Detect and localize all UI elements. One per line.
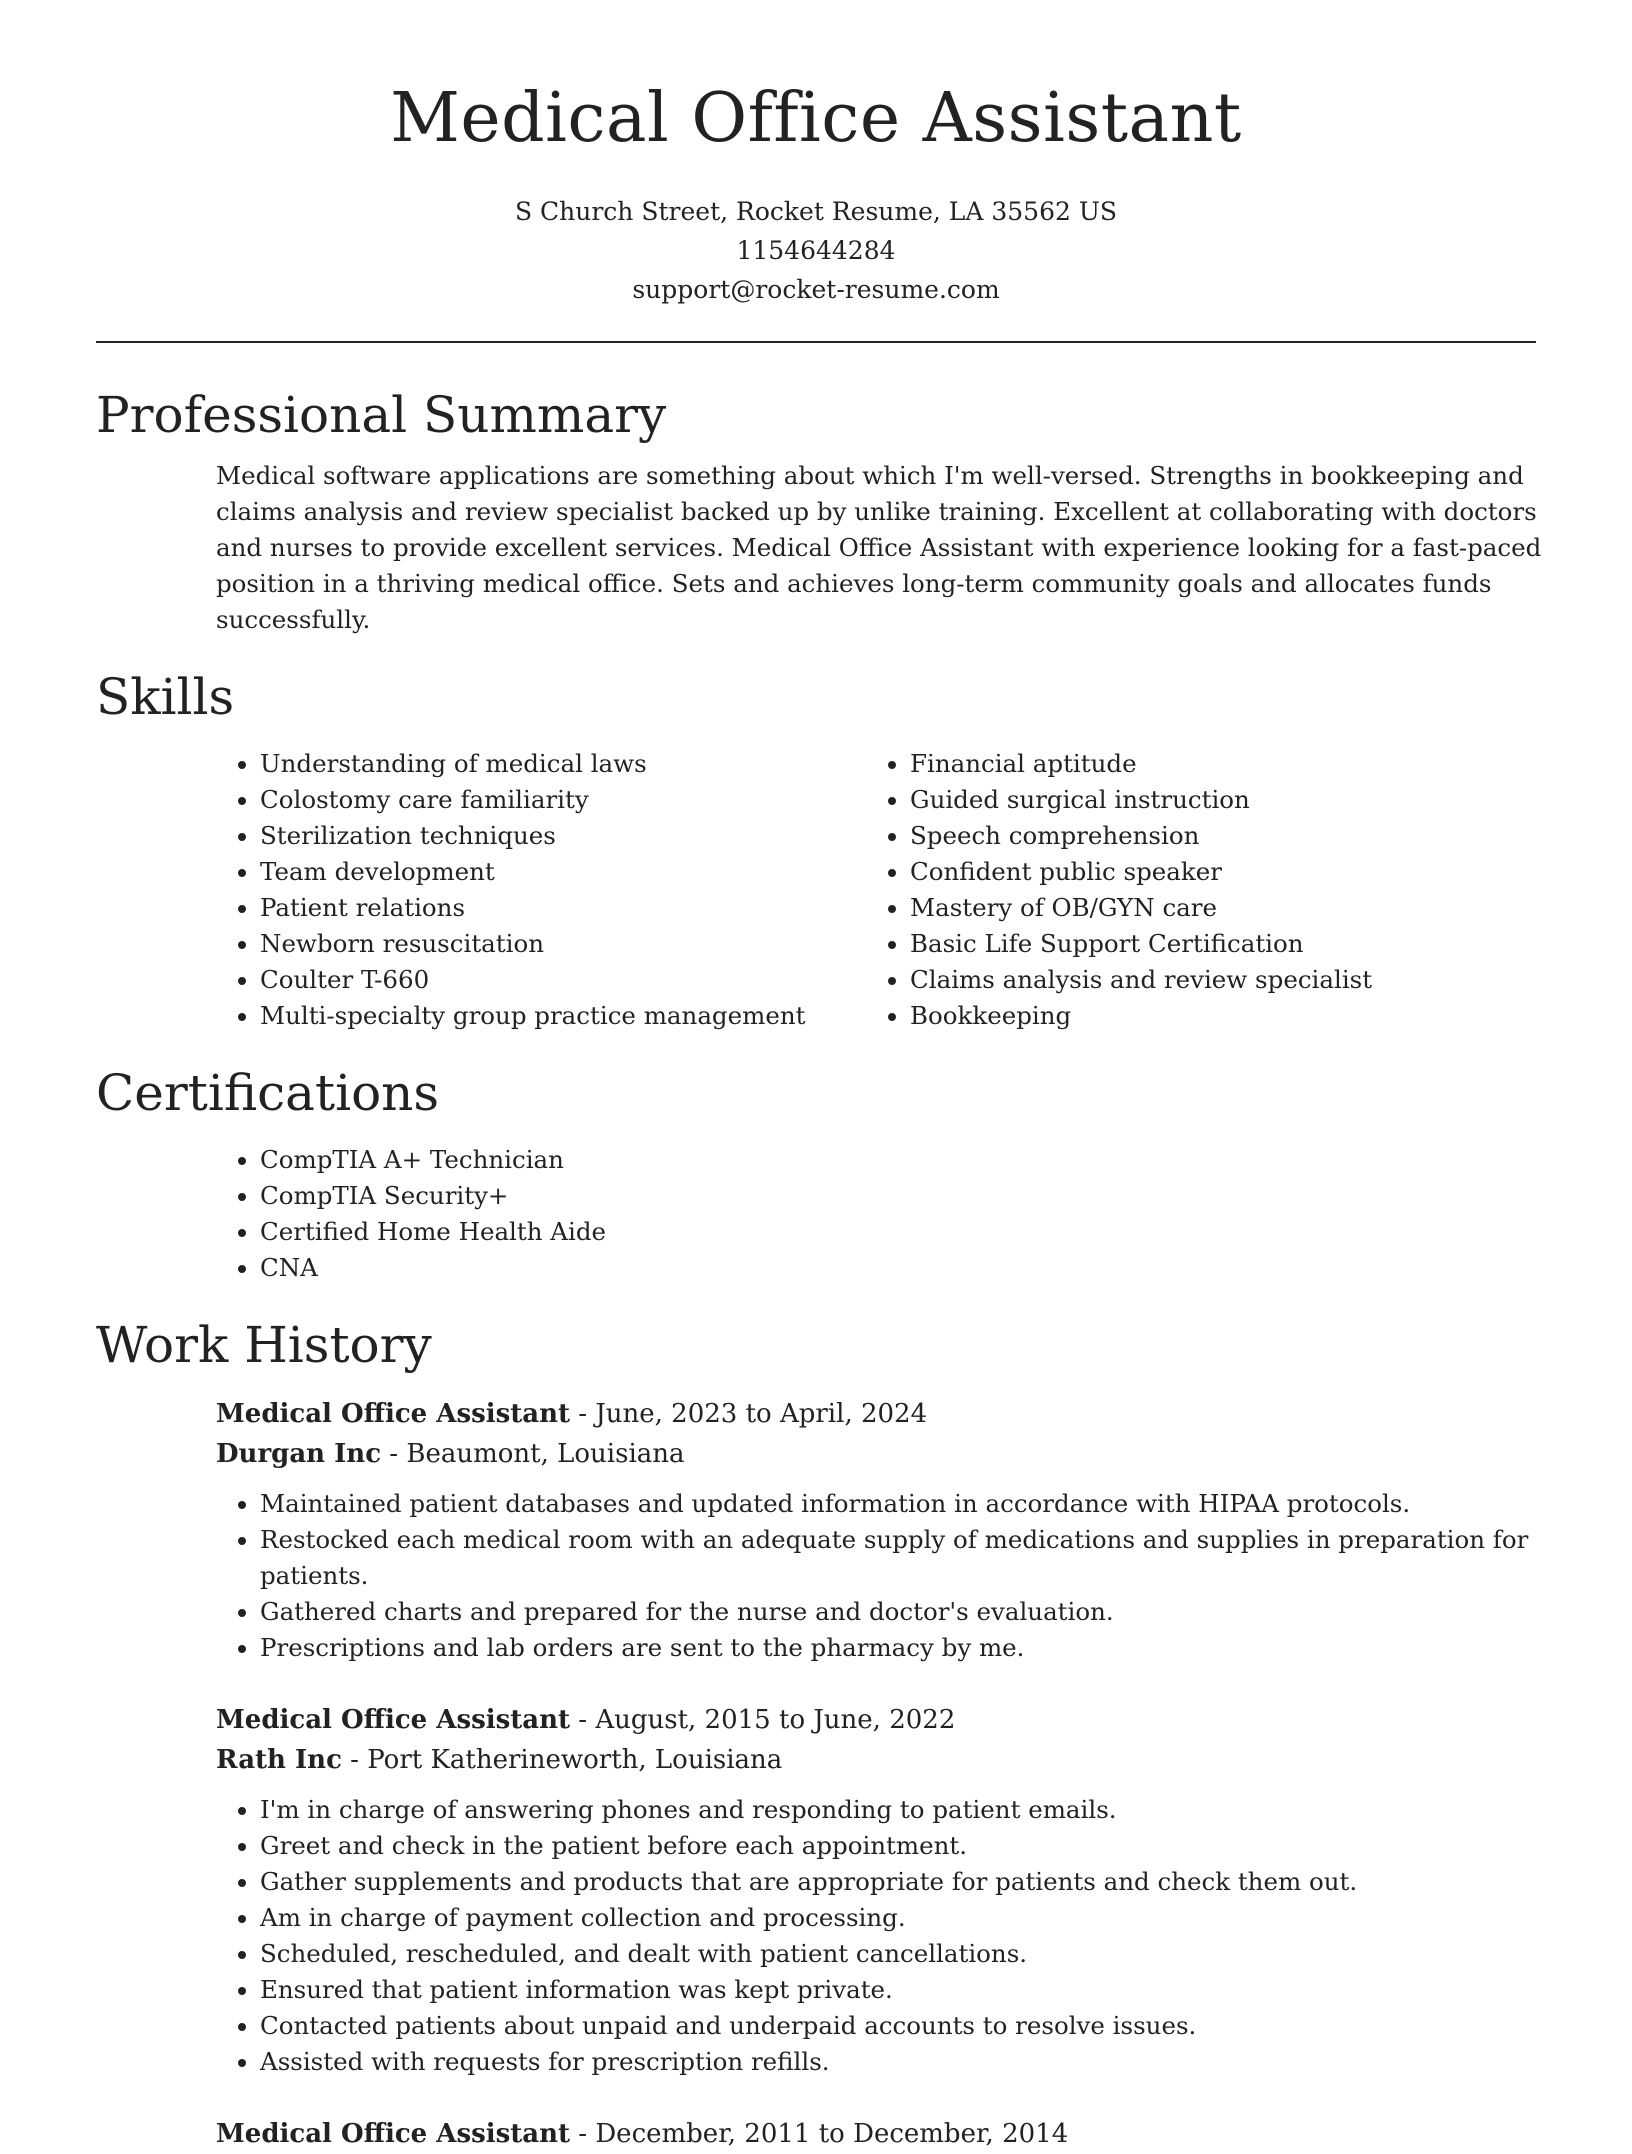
skill-item: • Bookkeeping (910, 998, 1516, 1034)
summary-text: Medical software applications are something about which I'm well-versed. Strengths in bookkeeping and claims analysis and review specialist backed up by unlike training. Excellent at collaborating with doctors and nurses to provide excellent services. Medical Office Assistant with experience looking for a fast-paced position in a thriving medical office. Sets and achieves long-term community goals and allocates funds successfully. (216, 461, 1542, 634)
job-bullet: • Prescriptions and lab orders are sent to the pharmacy by me. (260, 1630, 1536, 1666)
job-title: Medical Office Assistant (216, 1399, 571, 1429)
skills-columns (216, 746, 1536, 1034)
skill-item: • Speech comprehension (910, 818, 1516, 854)
skills-list-left (216, 746, 866, 1034)
job-company: Durgan Inc (216, 1439, 382, 1469)
skill-item: • Claims analysis and review specialist (910, 962, 1516, 998)
skill-item: • Patient relations (260, 890, 866, 926)
skill-item: • Sterilization techniques (260, 818, 866, 854)
certifications-list (216, 1142, 1536, 1286)
skill-item: • Multi-specialty group practice management (260, 998, 866, 1034)
job-company-line (216, 1740, 1536, 1780)
certification-item: • Certified Home Health Aide (260, 1214, 1536, 1250)
job-location: - Beaumont, Louisiana (381, 1439, 685, 1469)
skills-section (96, 664, 1536, 1034)
job-company: Rath Inc (216, 1745, 342, 1775)
job-bullet: • Gathered charts and prepared for the nurse and doctor's evaluation. (260, 1594, 1536, 1630)
job-company-line (216, 1434, 1536, 1474)
skills-list-right (866, 746, 1516, 1034)
job-title: Medical Office Assistant (216, 2119, 571, 2149)
certifications-section (96, 1060, 1536, 1286)
job-bullet: • Assisted with requests for prescription refills. (260, 2044, 1536, 2080)
job-location: - Port Katherineworth, Louisiana (341, 1745, 783, 1775)
job-bullet: • Gather supplements and products that are appropriate for patients and check them out. (260, 1864, 1536, 1900)
summary-section (96, 382, 1542, 638)
resume-content (96, 382, 1542, 2154)
job-bullets (216, 1486, 1536, 1666)
work-history-section (96, 1312, 1536, 2154)
job-bullet: • Restocked each medical room with an adequate supply of medications and supplies in preparation for patients. (260, 1522, 1536, 1594)
address: S Church Street, Rocket Resume, LA 35562 US (514, 197, 1118, 226)
certification-item: • CompTIA A+ Technician (260, 1142, 1536, 1178)
job-title: Medical Office Assistant (216, 1705, 571, 1735)
certification-item: • CompTIA Security+ (260, 1178, 1536, 1214)
skill-item: • Colostomy care familiarity (260, 782, 866, 818)
skill-item: • Mastery of OB/GYN care (910, 890, 1516, 926)
job-entry (216, 2114, 1536, 2154)
job-bullet: • Ensured that patient information was kept private. (260, 1972, 1536, 2008)
contact-block (96, 192, 1536, 309)
skill-item: • Team development (260, 854, 866, 890)
skill-item: • Financial aptitude (910, 746, 1516, 782)
skill-item: • Confident public speaker (910, 854, 1516, 890)
skill-item: • Basic Life Support Certification (910, 926, 1516, 962)
job-bullet: • Contacted patients about unpaid and underpaid accounts to resolve issues. (260, 2008, 1536, 2044)
section-heading-summary: Professional Summary (96, 386, 667, 444)
skill-item: • Coulter T-660 (260, 962, 866, 998)
section-heading-certifications: Certifications (96, 1064, 440, 1122)
job-title-line (216, 2114, 1536, 2154)
job-bullet: • Am in charge of payment collection and processing. (260, 1900, 1536, 1936)
section-heading-skills: Skills (96, 668, 235, 726)
job-dates: - December, 2011 to December, 2014 (570, 2119, 1069, 2149)
job-title-line (216, 1394, 1536, 1434)
certification-item: • CNA (260, 1250, 1536, 1286)
job-bullet: • Maintained patient databases and updated information in accordance with HIPAA protocols. (260, 1486, 1536, 1522)
job-bullet: • I'm in charge of answering phones and responding to patient emails. (260, 1792, 1536, 1828)
job-bullet: • Scheduled, rescheduled, and dealt with patient cancellations. (260, 1936, 1536, 1972)
section-heading-work-history: Work History (96, 1316, 432, 1374)
job-title-line (216, 1700, 1536, 1740)
skill-item: • Understanding of medical laws (260, 746, 866, 782)
header-divider (96, 341, 1536, 343)
job-bullets (216, 1792, 1536, 2080)
job-entry (216, 1700, 1536, 2080)
job-dates: - June, 2023 to April, 2024 (570, 1399, 928, 1429)
resume-name: Medical Office Assistant (390, 79, 1242, 158)
skill-item: • Newborn resuscitation (260, 926, 866, 962)
job-bullet: • Greet and check in the patient before each appointment. (260, 1828, 1536, 1864)
job-dates: - August, 2015 to June, 2022 (570, 1705, 956, 1735)
skill-item: • Guided surgical instruction (910, 782, 1516, 818)
job-entry (216, 1394, 1536, 1666)
email: support@rocket-resume.com (632, 275, 1000, 304)
phone: 1154644284 (736, 236, 896, 265)
